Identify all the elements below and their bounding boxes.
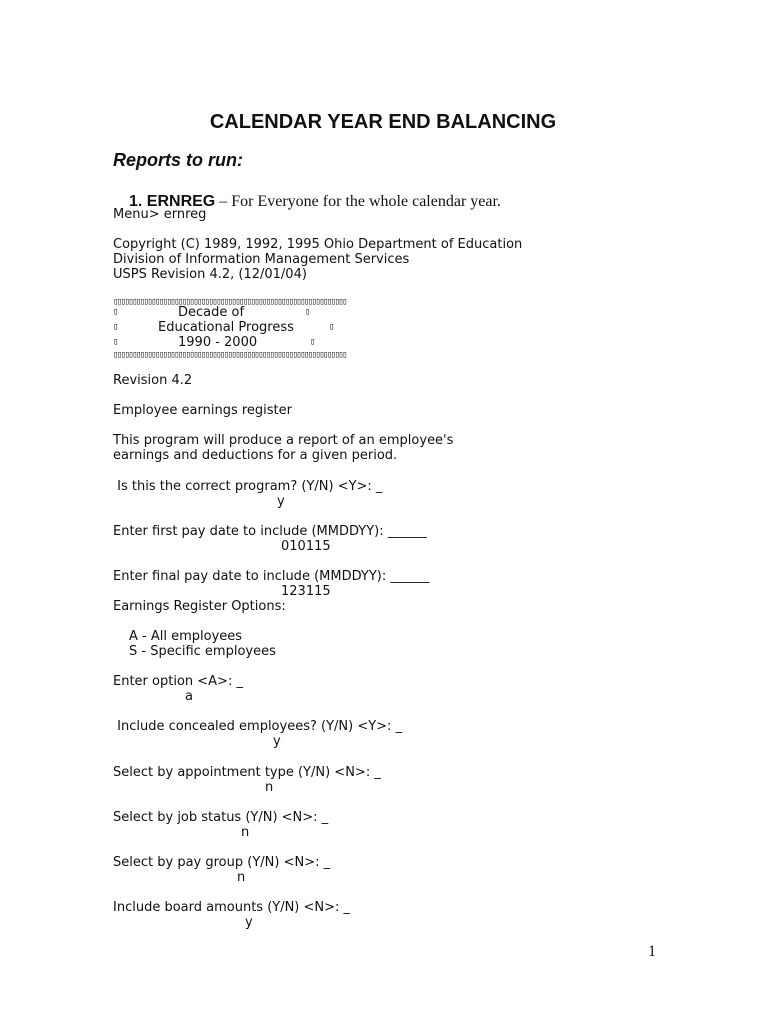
answer-enter-option: a [185,689,193,704]
banner-side-left-1: ▯ [113,307,117,317]
copyright-line-2: Division of Information Management Services [113,252,410,267]
prompt-board-amounts: Include board amounts (Y/N) <N>: _ [113,900,351,915]
menu-command: Menu> ernreg [113,207,207,222]
banner-side-left-3: ▯ [113,337,117,347]
report-item-description: – For Everyone for the whole calendar year. [215,193,501,210]
revision-text: Revision 4.2 [113,373,193,388]
prompt-first-pay-date: Enter first pay date to include (MMDDYY): ______ [113,524,427,539]
answer-appointment-type: n [265,780,274,795]
page-number: 1 [648,943,656,960]
banner-line-2: Educational Progress [158,320,294,335]
banner-border-bottom: ▯▯▯▯▯▯▯▯▯▯▯▯▯▯▯▯▯▯▯▯▯▯▯▯▯▯▯▯▯▯▯▯▯▯▯▯▯▯▯▯▯▯▯▯▯▯▯▯▯▯▯▯▯▯▯▯▯▯▯▯▯ [113,350,346,360]
prompt-job-status: Select by job status (Y/N) <N>: _ [113,810,329,825]
prompt-pay-group: Select by pay group (Y/N) <N>: _ [113,855,331,870]
options-heading: Earnings Register Options: [113,599,286,614]
answer-concealed-employees: y [273,734,281,749]
program-description-1: This program will produce a report of an employee's [113,433,454,448]
banner-side-left-2: ▯ [113,322,117,332]
prompt-concealed-employees: Include concealed employees? (Y/N) <Y>: _ [113,719,403,734]
banner-line-3: 1990 - 2000 [178,335,258,350]
banner-side-right-1: ▯ [305,307,309,317]
prompt-enter-option: Enter option <A>: _ [113,674,243,689]
answer-first-pay-date: 010115 [281,539,331,554]
copyright-line-1: Copyright (C) 1989, 1992, 1995 Ohio Department of Education [113,237,523,252]
prompt-final-pay-date: Enter final pay date to include (MMDDYY): ______ [113,569,430,584]
option-specific-employees: S - Specific employees [129,644,276,659]
prompt-correct-program: Is this the correct program? (Y/N) <Y>: _ [113,479,383,494]
report-item-name: 1. ERNREG [129,193,216,210]
answer-final-pay-date: 123115 [281,584,331,599]
program-name: Employee earnings register [113,403,292,418]
answer-board-amounts: y [245,915,253,930]
prompt-appointment-type: Select by appointment type (Y/N) <N>: _ [113,765,381,780]
banner-line-1: Decade of [178,305,245,320]
banner-border-top: ▯▯▯▯▯▯▯▯▯▯▯▯▯▯▯▯▯▯▯▯▯▯▯▯▯▯▯▯▯▯▯▯▯▯▯▯▯▯▯▯▯▯▯▯▯▯▯▯▯▯▯▯▯▯▯▯▯▯▯▯▯ [113,297,346,307]
reports-heading: Reports to run: [113,150,243,170]
answer-job-status: n [241,825,250,840]
banner-side-right-2: ▯ [329,322,333,332]
answer-correct-program: y [277,494,285,509]
copyright-line-3: USPS Revision 4.2, (12/01/04) [113,267,307,282]
page-title: CALENDAR YEAR END BALANCING [209,111,557,133]
banner-side-right-3: ▯ [310,337,314,347]
program-description-2: earnings and deductions for a given period. [113,448,398,463]
answer-pay-group: n [237,870,246,885]
option-all-employees: A - All employees [129,629,243,644]
